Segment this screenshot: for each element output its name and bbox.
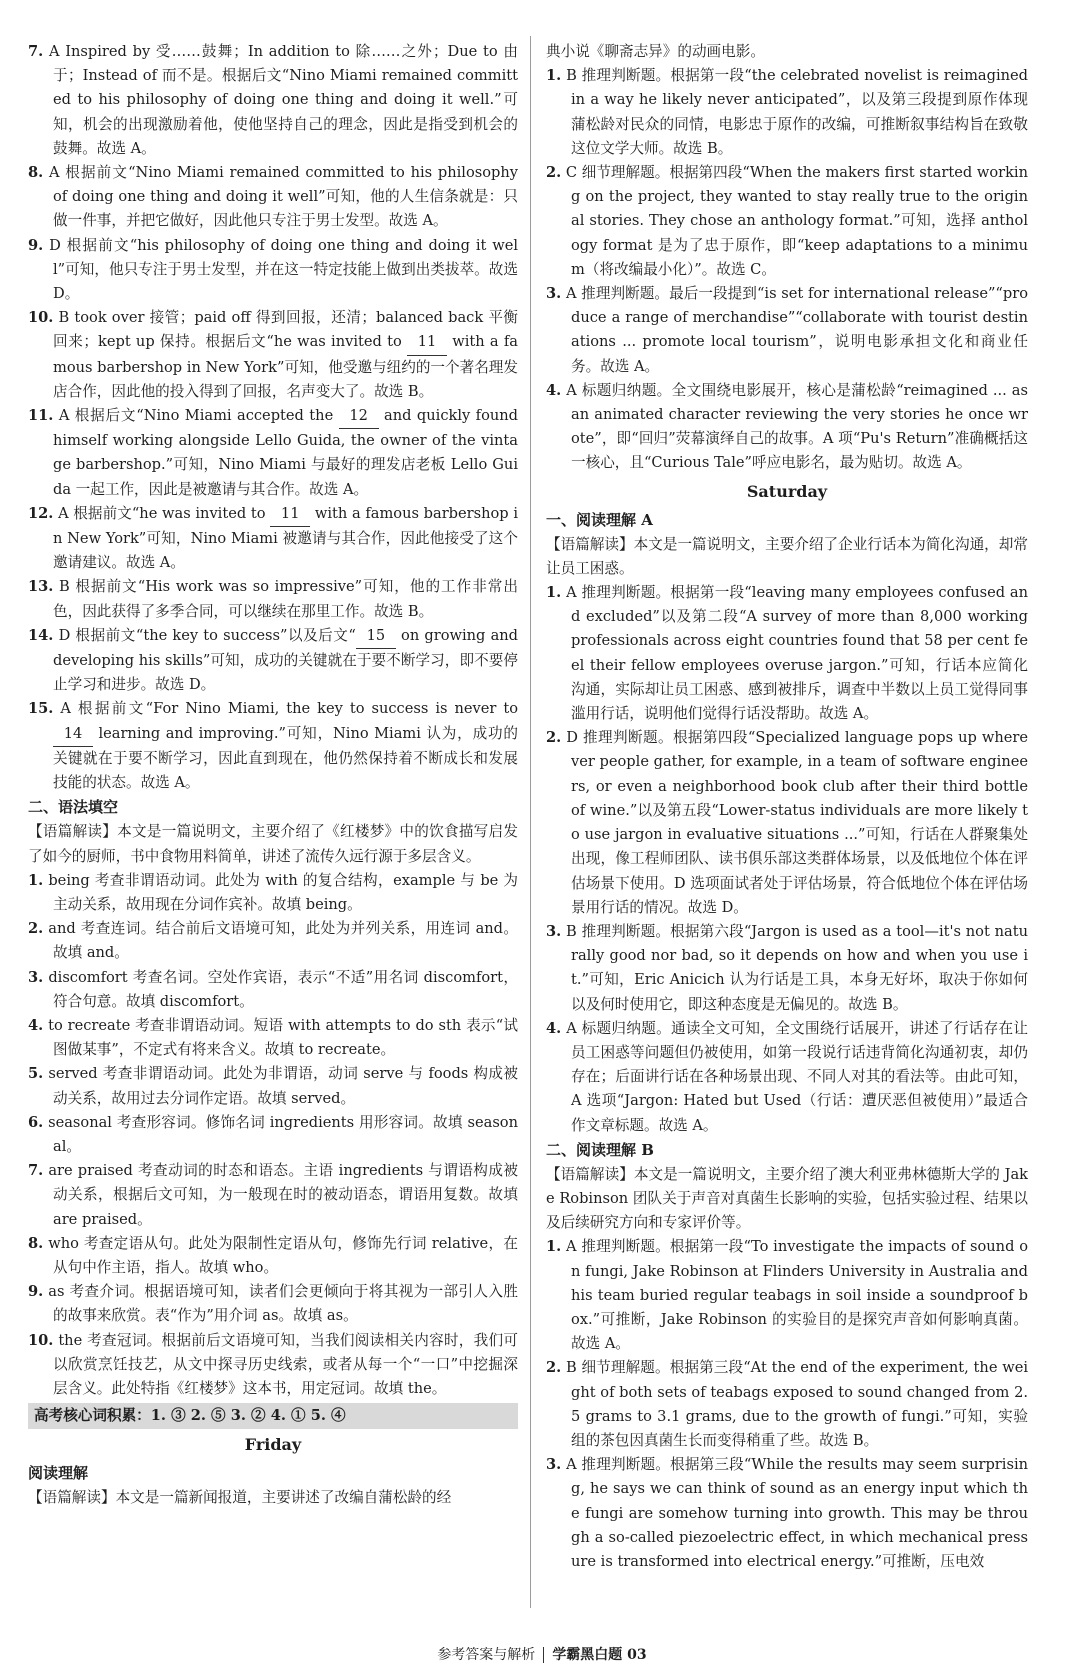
blank-reference: 15 — [356, 624, 396, 649]
item-text: D 推理判断题。根据第四段“Specialized language pops up wherever people gather, for example, in a team of software engineers, or even a neighborhood book club after their third bottle of wine.”以及第五段“Lower-status individuals are more likely to use jargon in evaluative situations ...”可知，行话在人群聚集处出现，像工程师团队、读书俱乐部这类群体场景，以及低地位个体在评估场景下使用。D 选项面试者处于评估场景，符合低地位个体在评估场景用行话的情况。故选 D。 — [566, 729, 1028, 916]
item-number: 3. — [546, 1456, 562, 1474]
item-text: D 根据前文“the key to success”以及后文“ — [58, 626, 356, 644]
answer-item — [546, 1453, 1028, 1574]
item-number: 14. — [28, 626, 54, 644]
item-text-continued: on growing and developing his skills”可知，成功的关键就在于要不断学习，即不要停止学习和进步。故选 D。 — [53, 626, 518, 694]
item-text: A 推理判断题。根据第一段“To investigate the impacts of sound on fungi, Jake Robinson at Flinders University in Australia and his team buried regular teabags in soil inside a soundproof box.”可推断，Jake Robinson 的实验目的是探究声音如何影响真菌。故选 A。 — [566, 1238, 1028, 1353]
item-number: 6. — [28, 1113, 44, 1131]
item-text-continued: and quickly found himself working alongside Lello Guida, the owner of the vintage barbershop.”可知，Nino Miami 与最好的理发店老板 Lello Guida 一起工作，因此是被邀请与其合作。故选 A。 — [53, 407, 518, 498]
day-heading: Friday — [244, 1435, 302, 1455]
item-text: as 考查介词。根据语境可知，读者们会更倾向于将其视为一部引人入胜的故事来欣赏。表“作为”用介词 as。故填 as。 — [48, 1283, 518, 1325]
footer-section-label: 参考答案与解析 — [437, 1647, 536, 1663]
answer-item — [546, 1017, 1028, 1138]
item-text-continued: with a famous barbershop in New York”可知，Nino Miami 被邀请与其合作，因此他接受了这个邀请建议。故选 A。 — [53, 504, 518, 572]
item-text: who 考查定语从句。此处为限制性定语从句，修饰先行词 relative，在从句中作主语，指人。故填 who。 — [48, 1234, 518, 1276]
item-number: 1. — [546, 584, 562, 602]
answer-item — [546, 581, 1028, 726]
item-number: 10. — [28, 309, 54, 327]
item-text: being 考查非谓语动词。此处为 with 的复合结构，example 与 be 为主动关系，故用现在分词作宾补。故填 being。 — [48, 871, 518, 913]
answer-item — [28, 575, 518, 623]
day-heading: Saturday — [746, 481, 828, 501]
page-footer — [0, 1640, 1084, 1670]
answer-item — [28, 966, 518, 1014]
answer-item — [546, 726, 1028, 920]
item-text: the 考查冠词。根据前后文语境可知，当我们阅读相关内容时，我们可以欣赏烹饪技艺，从文中探寻历史线索，或者从每一个“一口”中挖掘深层含义。此处特指《红楼梦》这本书，用定冠词。故填 the。 — [53, 1331, 518, 1397]
footer-separator — [543, 1647, 544, 1663]
item-number: 8. — [28, 164, 44, 182]
item-number: 8. — [28, 1234, 44, 1252]
passage-note: 典小说《聊斋志异》的动画电影。 — [546, 43, 765, 60]
answer-item — [546, 1356, 1028, 1453]
item-text: B 推理判断题。根据第六段“Jargon is used as a tool—it's not naturally good nor bad, so it depends on how and when you use it.”可知，Eric Anicich 认为行话是工具，本身无好坏，取决于你如何以及何时使用它，即这种态度是无偏见的。故选 B。 — [566, 922, 1028, 1013]
item-text: A 根据前文“he was invited to — [58, 504, 271, 522]
item-number: 15. — [28, 700, 54, 718]
blank-reference: 11 — [407, 330, 447, 355]
answer-item — [28, 624, 518, 698]
column-divider — [530, 36, 531, 1608]
answer-item — [28, 40, 518, 161]
answer-item — [546, 1235, 1028, 1356]
answer-item — [28, 1329, 518, 1402]
item-text-continued: with a famous barbershop in New York”可知，他受邀与纽约的一个著名理发店合作，因此他的投入得到了回报，名声变大了。故选 B。 — [53, 333, 518, 400]
item-number: 1. — [546, 67, 562, 85]
item-text: A 标题归纳题。通读全文可知，全文围绕行话展开，讲述了行话存在让员工困惑等问题但仍被使用，如第一段说行话违背简化沟通初衷，却仍存在；后面讲行话在各种场景出现、不同人对其的看法等。由此可知，A 选项“Jargon: Hated but Used（行话：遭厌恶但被使用）”最适合作文章标题。故选 A。 — [566, 1019, 1028, 1134]
core-vocabulary-bar: 高考核心词积累：1. ③ 2. ⑤ 3. ② 4. ① 5. ④ — [28, 1403, 518, 1429]
section-heading: 二、语法填空 — [28, 798, 119, 817]
item-text: A 推理判断题。根据第一段“leaving many employees confused and excluded”以及第二段“A survey of more than 8,000 working professionals across eight countries found that 58 per cent feel their fellow employees overuse jargon.”可知，行话本应简化沟通，实际却让员工困惑、感到被排斥，调查中半数以上员工觉得同事滥用行话，说明他们觉得行话没帮助。故选 A。 — [566, 584, 1028, 723]
answer-item — [28, 1111, 518, 1159]
passage-note: 【语篇解读】本文是一篇说明文，主要介绍了《红楼梦》中的饮食描写启发了如今的厨师，书中食物用料简单，讲述了流传久远行源于多层含义。 — [28, 823, 518, 865]
item-text: D 根据前文“his philosophy of doing one thing and doing it well”可知，他只专注于男士发型，并在这一特定技能上做到出类拔萃。故选 D。 — [49, 236, 518, 303]
item-number: 7. — [28, 1162, 44, 1180]
answer-item — [28, 1232, 518, 1280]
left-column — [28, 40, 518, 1600]
item-text: seasonal 考查形容词。修饰名词 ingredients 用形容词。故填 seasonal。 — [48, 1113, 518, 1155]
item-number: 1. — [546, 1238, 562, 1256]
answer-item — [28, 1280, 518, 1328]
answer-item — [28, 917, 518, 965]
answer-item — [546, 920, 1028, 1017]
item-text: B 推理判断题。根据第一段“the celebrated novelist is reimagined in a way he likely never anticipated”，以及第三段提到原作体现蒲松龄对民众的同情，电影忠于原作的改编，可推断叙事结构旨在致敬这位文学大师。故选 B。 — [566, 67, 1028, 157]
footer-page-label: 学霸黑白题 03 — [552, 1647, 647, 1663]
item-number: 11. — [28, 407, 54, 425]
passage-note: 【语篇解读】本文是一篇新闻报道，主要讲述了改编自蒲松龄的经 — [28, 1489, 452, 1507]
answer-item — [28, 404, 518, 502]
item-text-continued: learning and improving.”可知，Nino Miami 认为，成功的关键就在于要不断学习，因此直到现在，他仍然保持着不断成长和发展技能的状态。故选 A。 — [53, 724, 518, 792]
item-number: 2. — [546, 164, 562, 182]
right-column — [546, 40, 1028, 1600]
item-number: 4. — [28, 1016, 44, 1034]
item-number: 2. — [546, 729, 562, 747]
answer-item — [28, 306, 518, 404]
answer-item — [546, 282, 1028, 379]
answer-item — [28, 234, 518, 307]
item-number: 10. — [28, 1331, 54, 1349]
section-heading: 阅读理解 — [28, 1464, 89, 1483]
item-text: A 根据前文“Nino Miami remained committed to his philosophy of doing one thing and doing it well”可知，他的人生信条就是：只做一件事，并把它做好，因此他只专注于男士发型。故选 A。 — [49, 164, 518, 230]
answer-item — [546, 379, 1028, 476]
item-text: A 推理判断题。根据第三段“While the results may seem surprising, he says we can think of sound as an energy input which the fungi are somehow turning into growth. This may be through a so-called piezoelectric effect, in which mechanical pressure is transformed into electrical energy.”可推断，压电效 — [566, 1456, 1028, 1570]
item-text: and 考查连词。结合前后文语境可知，此处为并列关系，用连词 and。故填 and。 — [48, 920, 518, 962]
item-text: C 细节理解题。根据第四段“When the makers first started working on the project, they wanted to stay really true to the original stories. They chose an anthology format.”可知，选择 anthology format 是为了忠于原作，即“keep adaptations to a minimum（将改编最小化）”。故选 C。 — [565, 164, 1028, 278]
section-heading: 一、阅读理解 A — [546, 510, 653, 529]
passage-note: 【语篇解读】本文是一篇说明文，主要介绍了澳大利亚弗林德斯大学的 Jake Robinson 团队关于声音对真菌生长影响的实验，包括实验过程、结果以及后续研究方向和专家评价等。 — [546, 1165, 1028, 1232]
answer-item — [28, 161, 518, 234]
blank-reference: 11 — [270, 502, 310, 527]
item-text: B took over 接管；paid off 得到回报，还清；balanced back 平衡回来；kept up 保持。根据后文“he was invited to — [53, 309, 518, 351]
item-text: A Inspired by 受……鼓舞；In addition to 除……之外；Due to 由于；Instead of 而不是。根据后文“Nino Miami remained committed to his philosophy of doing one thing and doing it well.”可知，机会的出现激励着他，使他坚持自己的理念，因此是指受到机会的鼓舞。故选 A。 — [48, 43, 518, 157]
item-text: A 根据后文“Nino Miami accepted the — [58, 407, 339, 425]
answer-item — [546, 161, 1028, 282]
answer-item — [28, 1159, 518, 1232]
answer-item — [28, 869, 518, 917]
answer-item — [28, 1014, 518, 1062]
item-text: A 根据前文“For Nino Miami, the key to success is never to — [60, 700, 518, 718]
passage-note: 【语篇解读】本文是一篇说明文，主要介绍了企业行话本为简化沟通，却常让员工困惑。 — [546, 535, 1028, 577]
item-number: 9. — [28, 236, 44, 254]
item-text: served 考查非谓语动词。此处为非谓语，动词 serve 与 foods 构成被动关系，故用过去分词作定语。故填 served。 — [48, 1065, 518, 1107]
item-number: 3. — [546, 922, 562, 940]
item-number: 7. — [28, 43, 44, 60]
item-text: to recreate 考查非谓语动词。短语 with attempts to do sth 表示“试图做某事”，不定式有将来含义。故填 to recreate。 — [48, 1016, 518, 1059]
item-text: A 标题归纳题。全文围绕电影展开，核心是蒲松龄“reimagined ... as an animated character reviewing the very stories he once wrote”，即“回归”荧幕演绎自己的故事。A 项“Pu's Return”准确概括这一核心，且“Curious Tale”呼应电影名，最为贴切。故选 A。 — [566, 381, 1028, 472]
item-number: 13. — [28, 578, 54, 596]
item-number: 2. — [546, 1359, 562, 1377]
item-text: discomfort 考查名词。空处作宾语，表示“不适”用名词 discomfort，符合句意。故填 discomfort。 — [48, 968, 518, 1010]
blank-reference: 14 — [53, 722, 93, 747]
item-text: B 细节理解题。根据第三段“At the end of the experiment, the weight of both sets of teabags exposed to sound changed from 2.5 grams to 3.1 grams, due to the growth of fungi.”可知，实验组的茶包因真菌生长而变得稍重了些。故选 B。 — [566, 1359, 1028, 1449]
item-number: 9. — [28, 1283, 44, 1301]
item-number: 3. — [546, 285, 562, 303]
answer-item — [28, 502, 518, 576]
blank-reference: 12 — [339, 404, 379, 429]
item-text: are praised 考查动词的时态和语态。主语 ingredients 与谓语构成被动关系，根据后文可知，为一般现在时的被动语态，谓语用复数。故填 are praised。 — [48, 1162, 518, 1228]
item-text: B 根据前文“His work was so impressive”可知，他的工作非常出色，因此获得了多季合同，可以继续在那里工作。故选 B。 — [53, 578, 518, 620]
item-number: 2. — [28, 920, 44, 938]
item-number: 4. — [546, 381, 562, 399]
answer-item — [28, 697, 518, 795]
section-heading: 二、阅读理解 B — [546, 1140, 654, 1159]
answer-item — [546, 64, 1028, 161]
item-number: 12. — [28, 504, 54, 522]
item-number: 1. — [28, 871, 44, 889]
answer-item — [28, 1062, 518, 1110]
item-number: 3. — [28, 968, 44, 986]
item-number: 4. — [546, 1019, 562, 1037]
item-number: 5. — [28, 1065, 44, 1083]
item-text: A 推理判断题。最后一段提到“is set for international release”“produce a range of merchandise”“collaborate with tourist destinations ... promote local tourism”，说明电影承担文化和商业任务。故选 A。 — [565, 285, 1028, 375]
